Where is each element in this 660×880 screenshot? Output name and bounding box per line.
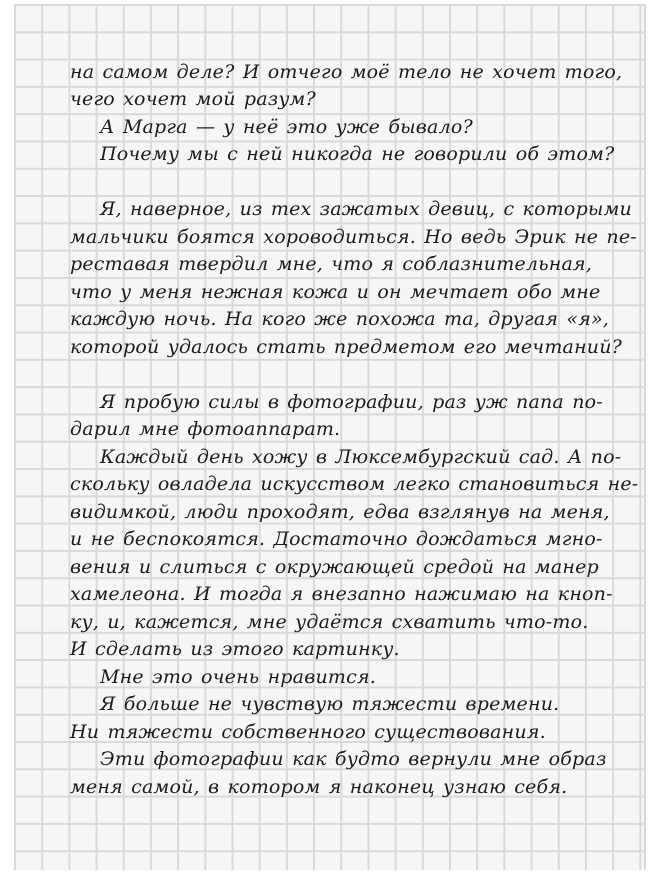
text-line: Я, наверное, из тех зажатых девиц, с которыми (100, 198, 632, 220)
text-line: скольку овладела искусством легко становиться не- (70, 473, 639, 495)
text-line: хамелеона. И тогда я внезапно нажимаю на кноп- (70, 583, 613, 605)
text-line: Я больше не чувствую тяжести времени. (100, 693, 560, 715)
text-line: чего хочет мой разум? (70, 88, 316, 110)
text-line: мальчики боятся хороводиться. Но ведь Эрик не пе- (70, 226, 637, 248)
text-line: Почему мы с ней никогда не говорили об этом? (100, 143, 615, 165)
text-line: реставая твердил мне, что я соблазнительная, (70, 253, 593, 275)
text-line: Мне это очень нравится. (100, 666, 376, 688)
text-line: Каждый день хожу в Люксембургский сад. А по- (100, 446, 622, 468)
text-line: каждую ночь. На кого же похожа та, другая «я», (70, 308, 610, 330)
text-line: Я пробую силы в фотографии, раз уж папа по- (100, 391, 603, 413)
text-line: ку, и, кажется, мне удаётся схватить что-то. (70, 611, 589, 633)
text-line: видимкой, люди проходят, едва взглянув на меня, (70, 501, 610, 523)
text-line: вения и слиться с окружающей средой на манер (70, 556, 599, 578)
text-line: И сделать из этого картинку. (70, 638, 400, 660)
text-line: что у меня нежная кожа и он мечтает обо мне (70, 281, 601, 303)
text-line: и не беспокоятся. Достаточно дождаться мгно- (70, 528, 603, 550)
text-line: которой удалось стать предметом его мечтаний? (70, 336, 623, 358)
text-line: на самом деле? И отчего моё тело не хочет того, (70, 61, 623, 83)
text-line: Эти фотографии как будто вернули мне образ (100, 748, 607, 770)
text-line: А Марга — у неё это уже бывало? (100, 116, 473, 138)
text-line: меня самой, в котором я наконец узнаю себя. (70, 776, 568, 798)
text-line: дарил мне фотоаппарат. (70, 418, 341, 440)
text-line: Ни тяжести собственного существования. (70, 721, 546, 743)
